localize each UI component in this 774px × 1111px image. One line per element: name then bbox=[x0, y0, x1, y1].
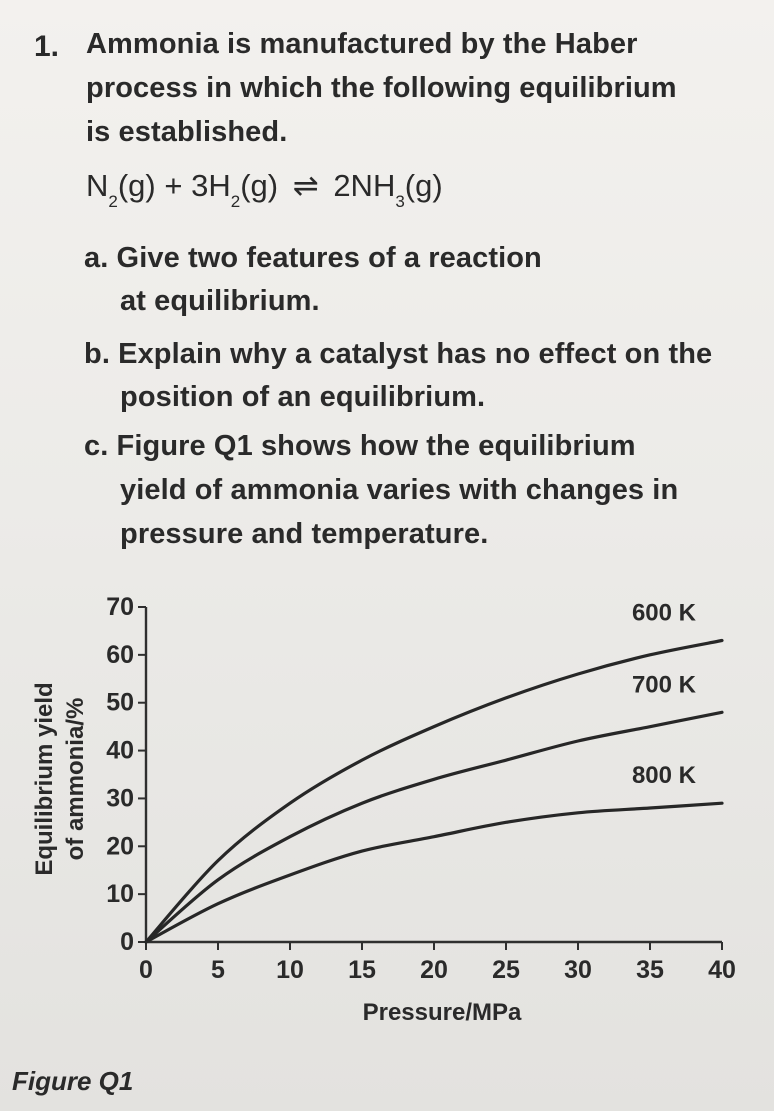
part-a-line-2: at equilibrium. bbox=[120, 285, 320, 317]
y-axis-title-line-2: of ammonia/% bbox=[62, 697, 89, 861]
question-intro-line-1: Ammonia is manufactured by the Haber bbox=[86, 28, 638, 60]
y-axis-title-line-1: Equilibrium yield bbox=[31, 682, 58, 876]
x-tick-label: 0 bbox=[139, 956, 153, 984]
y-tick-label: 60 bbox=[106, 640, 134, 669]
equation-nh3: $2NH_3(g)$ bbox=[333, 168, 443, 212]
part-c-line-2: yield of ammonia varies with changes in bbox=[120, 474, 679, 506]
figure-caption: Figure Q1 bbox=[12, 1066, 134, 1096]
question-intro-line-2: process in which the following equilibrium bbox=[86, 72, 677, 104]
series-label-0: 600 K bbox=[631, 599, 696, 627]
part-b-line-2: position of an equilibrium. bbox=[120, 381, 486, 413]
series-label-1: 700 K bbox=[631, 671, 696, 699]
part-b-line-1: b. Explain why a catalyst has no effect on the bbox=[84, 338, 713, 370]
question-intro-line-3: is established. bbox=[86, 116, 288, 148]
x-tick-label: 20 bbox=[420, 956, 448, 984]
y-tick-label: 30 bbox=[106, 784, 134, 813]
y-tick-label: 50 bbox=[106, 688, 134, 717]
x-tick-label: 35 bbox=[636, 956, 664, 984]
x-tick-label: 40 bbox=[708, 956, 736, 984]
y-tick-label: 10 bbox=[106, 880, 134, 909]
x-tick-label: 15 bbox=[348, 956, 376, 984]
part-a-line-1: a. Give two features of a reaction bbox=[84, 242, 542, 274]
y-tick-label: 0 bbox=[120, 928, 134, 956]
part-c-line-1: c. Figure Q1 shows how the equilibrium bbox=[84, 430, 636, 462]
equilibrium-arrow: ⇌ bbox=[292, 168, 319, 203]
x-tick-label: 10 bbox=[276, 956, 304, 984]
x-tick-label: 30 bbox=[564, 956, 592, 984]
series-line-2 bbox=[146, 803, 722, 942]
series-label-2: 800 K bbox=[631, 762, 696, 790]
y-tick-label: 70 bbox=[106, 593, 134, 621]
part-c-line-3: pressure and temperature. bbox=[120, 518, 489, 550]
x-tick-label: 25 bbox=[492, 956, 520, 984]
y-tick-label: 40 bbox=[106, 736, 134, 765]
x-tick-label: 5 bbox=[211, 956, 225, 984]
y-tick-label: 20 bbox=[106, 832, 134, 861]
series-line-1 bbox=[146, 712, 722, 942]
question-number: 1. bbox=[34, 30, 60, 63]
equation-n2: $N_2(g) + 3H_2(g)$ bbox=[86, 168, 279, 212]
x-axis-title: Pressure/MPa bbox=[362, 999, 522, 1026]
